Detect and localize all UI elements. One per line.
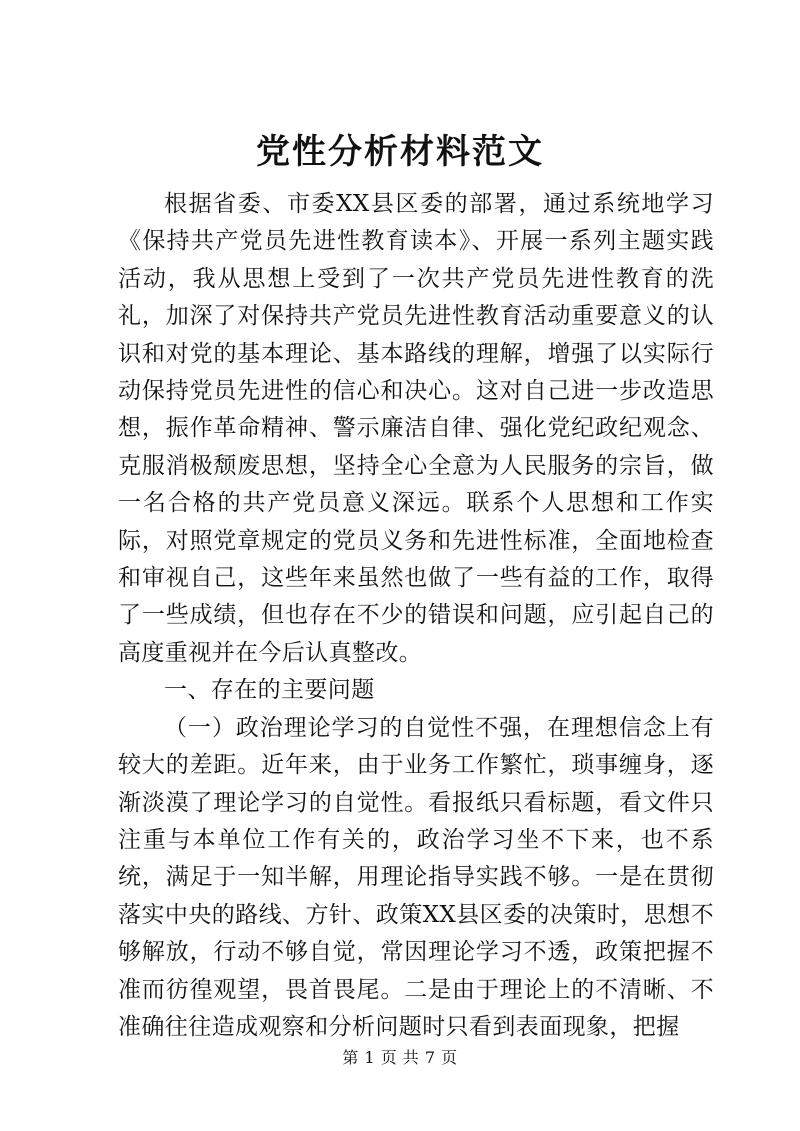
section-heading: 一、存在的主要问题 [164, 677, 375, 704]
document-title: 党性分析材料范文 [256, 132, 544, 172]
intro-paragraph: 根据省委、市委XX县区委的部署，通过系统地学习《保持共产党员先进性教育读本》、开展一系列主题实践活动，我从思想上受到了一次共产党员先进性教育的洗礼，加深了对保持共产党员先进性教育活动重要意义的认识和对党的基本理论、基本路线的理解，增强了以实际行动保持党员先进性的信心和决心。这对自己进一步改造思想，振作革命精神、警示廉洁自律、强化党纪政纪观念、克服消极颓废思想，坚持全心全意为人民服务的宗旨，做一名合格的共产党员意义深远。联系个人思想和工作实际，对照党章规定的党员义务和先进性标准，全面地检查和审视自己，这些年来虽然也做了一些有益的工作，取得了一些成绩，但也存在不少的错误和问题，应引起自己的高度重视并在今后认真整改。 [118, 191, 714, 666]
issue-paragraph: （一）政治理论学习的自觉性不强，在理想信念上有较大的差距。近年来，由于业务工作繁忙，琐事缠身，逐渐淡漠了理论学习的自觉性。看报纸只看标题，看文件只注重与本单位工作有关的，政治学习坐不下来，也不系统，满足于一知半解，用理论指导实践不够。一是在贯彻落实中央的路线、方针、政策XX县区委的决策时，思想不够解放，行动不够自觉，常因理论学习不透，政策把握不准而彷徨观望，畏首畏尾。二是由于理论上的不清晰、不准确往往造成观察和分析问题时只看到表面现象，把握 [118, 714, 714, 1040]
page-footer: 第 1 页 共 7 页 [342, 1048, 458, 1067]
document-body [118, 186, 714, 1046]
